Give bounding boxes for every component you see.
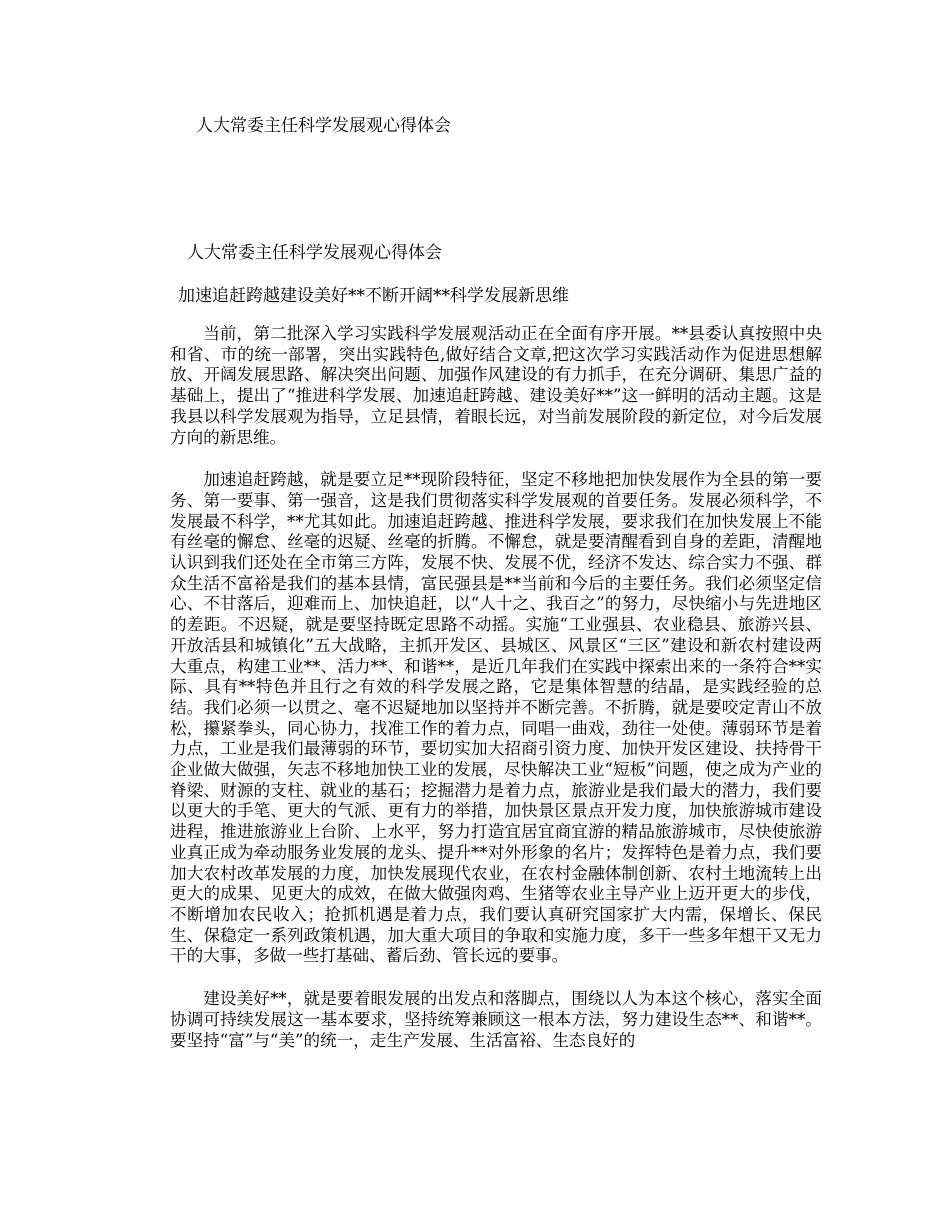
document-title: 人大常委主任科学发展观心得体会 <box>187 243 442 263</box>
document-subtitle: 加速追赶跨越建设美好**不断开阔**科学发展新思维 <box>178 286 569 306</box>
header-title: 人大常委主任科学发展观心得体会 <box>196 116 451 136</box>
paragraph: 当前，第二批深入学习实践科学发展观活动正在全面有序开展。**县委认真按照中央和省、市的统一部署，突出实践特色,做好结合文章,把这次学习实践活动作为促进思想解放、开阔发展思路、解决突出问题、加强作风建设的有力抓手，在充分调研、集思广益的基础上，提出了“推进科学发展、加速追赶跨越、建设美好**”这一鲜明的活动主题。这是我县以科学发展观为指导，立足县情，着眼长远，对当前发展阶段的新定位，对今后发展方向的新思维。 <box>170 324 822 447</box>
paragraph: 加速追赶跨越，就是要立足**现阶段特征，坚定不移地把加快发展作为全县的第一要务、第一要事、第一强音，这是我们贯彻落实科学发展观的首要任务。发展必须科学，不发展最不科学，**尤其如此。加速追赶跨越、推进科学发展，要求我们在加快发展上不能有丝毫的懈怠、丝毫的迟疑、丝毫的折腾。不懈怠，就是要清醒看到自身的差距，清醒地认识到我们还处在全市第三方阵，发展不快、发展不优，经济不发达、综合实力不强、群众生活不富裕是我们的基本县情，富民强县是**当前和今后的主要任务。我们必须坚定信心、不甘落后，迎难而上、加快追赶，以“人十之、我百之”的努力，尽快缩小与先进地区的差距。不迟疑，就是要坚持既定思路不动摇。实施“工业强县、农业稳县、旅游兴县、开放活县和城镇化”五大战略，主抓开发区、县城区、风景区“三区”建设和新农村建设两大重点，构建工业**、活力**、和谐**，是近几年我们在实践中探索出来的一条符合**实际、具有**特色并且行之有效的科学发展之路，它是集体智慧的结晶，是实践经验的总结。我们必须一以贯之、毫不迟疑地加以坚持并不断完善。不折腾，就是要咬定青山不放松，攥紧拳头，同心协力，找准工作的着力点，同唱一曲戏，劲往一处使。薄弱环节是着力点，工业是我们最薄弱的环节，要切实加大招商引资力度、加快开发区建设、扶持骨干企业做大做强，矢志不移地加快工业的发展，尽快解决工业“短板”问题，使之成为产业的脊梁、财源的支柱、就业的基石；挖掘潜力是着力点，旅游业是我们最大的潜力，我们要以更大的手笔、更大的气派、更有力的举措，加快景区景点开发力度，加快旅游城市建设进程，推进旅游业上台阶、上水平，努力打造宜居宜商宜游的精品旅游城市，尽快使旅游业真正成为牵动服务业发展的龙头、提升**对外形象的名片；发挥特色是着力点，我们要加大农村改革发展的力度，加快发展现代农业，在农村金融体制创新、农村土地流转上出更大的成果、见更大的成效，在做大做强肉鸡、生猪等农业主导产业上迈开更大的步伐，不断增加农民收入；抢抓机遇是着力点，我们要认真研究国家扩大内需，保增长、保民生、保稳定一系列政策机遇，加大重大项目的争取和实施力度，多干一些多年想干又无力干的大事，多做一些打基础、蓄后劲、管长远的要事。 <box>170 470 822 966</box>
document-body <box>170 324 822 1073</box>
paragraph: 建设美好**，就是要着眼发展的出发点和落脚点，围绕以人为本这个核心，落实全面协调可持续发展这一基本要求，坚持统筹兼顾这一根本方法，努力建设生态**、和谐**。要坚持“富”与“美”的统一，走生产发展、生活富裕、生态良好的 <box>170 989 822 1050</box>
